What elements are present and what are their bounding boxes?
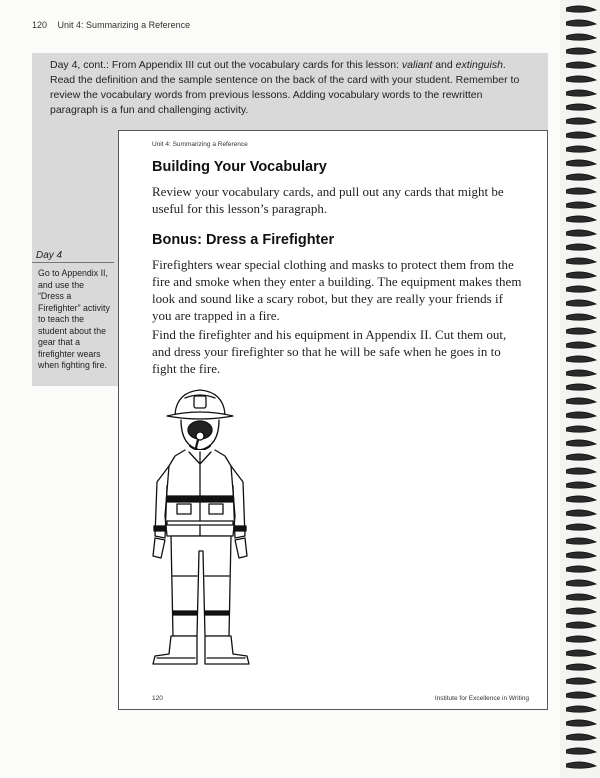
- student-page: [118, 130, 548, 710]
- spiral-coil: [566, 160, 596, 166]
- sidebar-text: Go to Appendix II, and use the “Dress a Firefighter” activity to teach the student about the gear that a firefighter wears when fighting fire.: [38, 268, 110, 370]
- spiral-coil: [566, 272, 596, 278]
- student-page-number: 120: [152, 695, 163, 702]
- spiral-coil: [566, 202, 596, 208]
- spiral-coil: [566, 132, 596, 138]
- spiral-coil: [566, 6, 596, 12]
- spiral-coil: [566, 356, 596, 362]
- spiral-coil: [566, 62, 596, 68]
- spiral-coil: [566, 370, 596, 376]
- spiral-coil: [566, 328, 596, 334]
- spiral-coil: [566, 146, 596, 152]
- spiral-coil: [566, 734, 596, 740]
- spiral-coil: [566, 692, 596, 698]
- spiral-coil: [566, 244, 596, 250]
- spiral-coil: [566, 174, 596, 180]
- spiral-coil: [566, 622, 596, 628]
- spiral-coil: [566, 720, 596, 726]
- spiral-coil: [566, 230, 596, 236]
- section-body-bonus-1: Firefighters wear special clothing and masks to protect them from the fire and smoke when they enter a building. The equipment makes them look and sound like a scary robot, but they are really your friends if you are trapped in a fire.: [152, 257, 522, 323]
- spiral-coil: [566, 468, 596, 474]
- teacher-note: [50, 58, 530, 118]
- spiral-coil: [566, 90, 596, 96]
- section-body-bonus-2: Find the firefighter and his equipment in Appendix II. Cut them out, and dress your firefighter so that he will be safe when he goes in to fight the fire.: [152, 327, 507, 376]
- firefighter-illustration: [145, 386, 255, 676]
- spiral-coil: [566, 748, 596, 754]
- running-head: [32, 20, 190, 30]
- spiral-binding: [562, 0, 600, 778]
- vocab-word-valiant: valiant: [401, 59, 433, 71]
- spiral-coil: [566, 258, 596, 264]
- spiral-coil: [566, 664, 596, 670]
- spiral-coil: [566, 678, 596, 684]
- spiral-coil: [566, 342, 596, 348]
- section-title-vocabulary: Building Your Vocabulary: [152, 159, 327, 175]
- spiral-coil: [566, 706, 596, 712]
- teacher-note-suffix: . Read the definition and the sample sentence on the back of the card with your student. Remember to review the vocabulary words from previous lessons. Adding vocabulary words to the rewritten paragraph is a fun and challenging activity.: [50, 59, 520, 116]
- spiral-coil: [566, 496, 596, 502]
- section-title-bonus: Bonus: Dress a Firefighter: [152, 232, 335, 248]
- spiral-coil: [566, 300, 596, 306]
- spiral-coil: [566, 20, 596, 26]
- unit-title: Unit 4: Summarizing a Reference: [57, 20, 191, 30]
- spiral-coil: [566, 216, 596, 222]
- spiral-coil: [566, 48, 596, 54]
- spiral-coil: [566, 314, 596, 320]
- spiral-coil: [566, 552, 596, 558]
- teacher-note-prefix: Day 4, cont.: From Appendix III cut out the vocabulary cards for this lesson:: [50, 59, 402, 71]
- spiral-coil: [566, 538, 596, 544]
- spiral-coil: [566, 636, 596, 642]
- spiral-coil: [566, 286, 596, 292]
- spiral-coil: [566, 510, 596, 516]
- spiral-coil: [566, 398, 596, 404]
- spiral-coil: [566, 580, 596, 586]
- spiral-coil: [566, 118, 596, 124]
- spiral-coil: [566, 650, 596, 656]
- spiral-coil: [566, 482, 596, 488]
- spiral-coil: [566, 524, 596, 530]
- spiral-coil: [566, 426, 596, 432]
- spiral-coil: [566, 454, 596, 460]
- sidebar-title: Day 4: [32, 250, 114, 263]
- spiral-coil: [566, 440, 596, 446]
- spiral-coil: [566, 384, 596, 390]
- spiral-coil: [566, 104, 596, 110]
- vocab-word-extinguish: extinguish: [455, 59, 503, 71]
- spiral-coil: [566, 608, 596, 614]
- student-page-running-head: Unit 4: Summarizing a Reference: [152, 141, 248, 148]
- section-body-vocabulary: Review your vocabulary cards, and pull out any cards that might be useful for this lesson’s paragraph.: [152, 184, 504, 216]
- student-page-publisher: Institute for Excellence in Writing: [434, 695, 529, 702]
- spiral-coil: [566, 594, 596, 600]
- spiral-coil: [566, 76, 596, 82]
- page-number: 120: [32, 20, 48, 30]
- spiral-coil: [566, 412, 596, 418]
- spiral-coil: [566, 34, 596, 40]
- spiral-coil: [566, 188, 596, 194]
- spiral-coil: [566, 566, 596, 572]
- spiral-coil: [566, 762, 596, 768]
- teacher-note-and: and: [432, 59, 456, 71]
